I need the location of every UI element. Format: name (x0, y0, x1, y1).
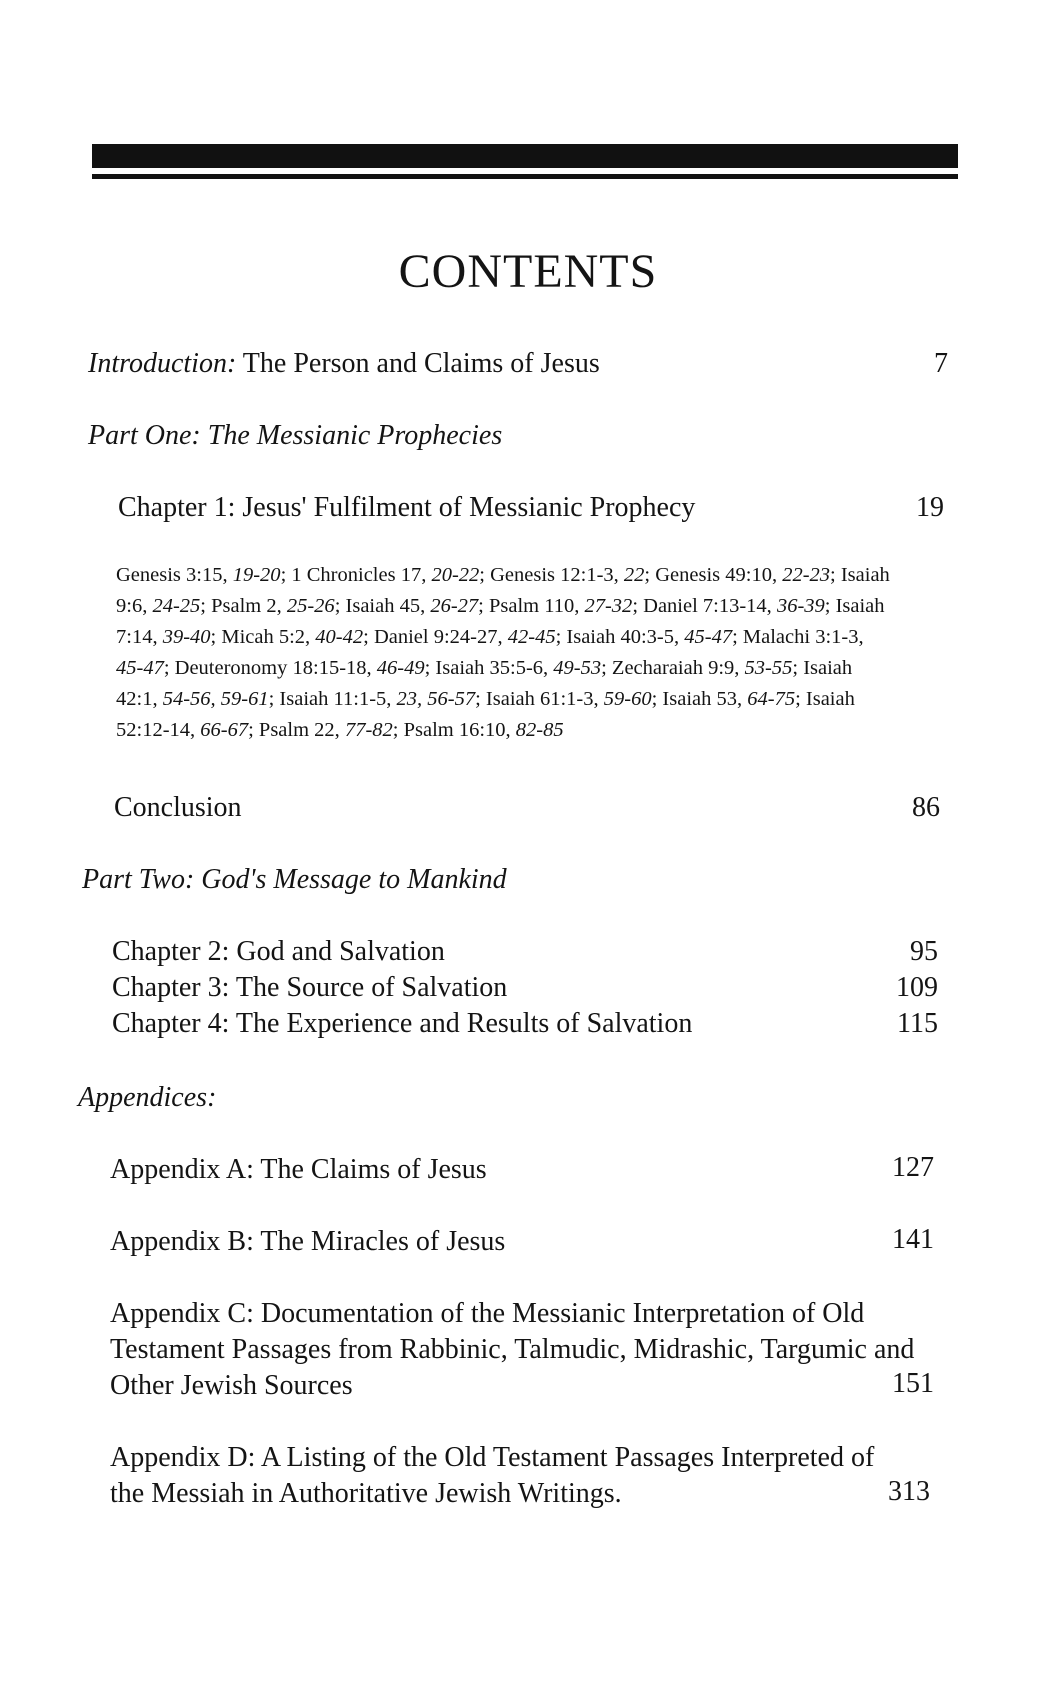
scripture-reference (116, 564, 281, 586)
toc-entry-chapter-4[interactable]: Chapter 4: The Experience and Results of Salvation (112, 1008, 693, 1039)
reference-pages: 54-56, 59-61 (162, 688, 269, 710)
reference-passage: ; Genesis 12:1-3, (479, 564, 624, 586)
part-two-label: Part Two: (82, 864, 195, 895)
reference-pages: 22-23 (782, 564, 831, 586)
reference-passage: ; Isaiah 42:1, (116, 657, 853, 710)
toc-entry-chapter-2[interactable]: Chapter 2: God and Salvation (112, 936, 445, 967)
reference-passage: ; Isaiah 11:1-5, (268, 688, 397, 710)
scripture-reference (475, 688, 652, 710)
reference-passage: ; Deuteronomy 18:15-18, (163, 657, 377, 679)
appendix-c-line-1: Appendix C: Documentation of the Messianic Interpretation of Old (110, 1298, 865, 1329)
reference-passage: ; Micah 5:2, (210, 626, 316, 648)
header-rule-thin (92, 174, 958, 179)
scripture-reference (335, 595, 478, 617)
appendix-c-line-3: Other Jewish Sources (110, 1370, 353, 1401)
reference-pages: 36-39 (776, 595, 825, 617)
reference-pages: 40-42 (315, 626, 364, 648)
reference-pages: 53-55 (744, 657, 793, 679)
reference-passage: ; Isaiah 61:1-3, (475, 688, 604, 710)
reference-passage: ; 1 Chronicles 17, (280, 564, 432, 586)
reference-pages: 46-49 (376, 657, 425, 679)
scripture-reference (200, 595, 334, 617)
reference-pages: 77-82 (344, 719, 393, 741)
reference-pages: 66-67 (200, 719, 249, 741)
scripture-reference (632, 595, 824, 617)
scripture-reference (211, 626, 364, 648)
reference-passage: ; Malachi 3:1-3, (732, 626, 864, 648)
scripture-reference (601, 657, 792, 679)
scripture-reference (281, 564, 480, 586)
scripture-reference (652, 688, 795, 710)
reference-pages: 64-75 (747, 688, 796, 710)
reference-pages: 59-60 (603, 688, 652, 710)
appendix-d-line-1: Appendix D: A Listing of the Old Testament Passages Interpreted of (110, 1442, 875, 1473)
reference-pages: 82-85 (515, 719, 564, 741)
scripture-reference (393, 719, 564, 741)
scripture-reference (363, 626, 555, 648)
appendix-d-line-2: the Messiah in Authoritative Jewish Writings. (110, 1478, 622, 1509)
reference-pages: 24-25 (152, 595, 201, 617)
reference-passage: ; Daniel 9:24-27, (363, 626, 508, 648)
scripture-reference (248, 719, 393, 741)
toc-entry-chapter-3[interactable]: Chapter 3: The Source of Salvation (112, 972, 508, 1003)
reference-pages: 20-22 (431, 564, 480, 586)
reference-passage: ; Genesis 49:10, (644, 564, 783, 586)
scripture-reference (479, 564, 644, 586)
appendix-a-page: 127 (892, 1152, 934, 1183)
chapter-4-page: 115 (897, 1008, 938, 1039)
appendix-c-page: 151 (892, 1368, 934, 1399)
scripture-reference (425, 657, 602, 679)
toc-entry-introduction[interactable] (88, 346, 600, 382)
reference-pages: 45-47 (684, 626, 733, 648)
reference-pages: 25-26 (286, 595, 335, 617)
page-title: CONTENTS (398, 245, 658, 298)
chapter-1-page: 19 (916, 492, 944, 523)
introduction-title: The Person and Claims of Jesus (242, 348, 600, 379)
reference-pages: 26-27 (430, 595, 479, 617)
reference-passage: ; Isaiah 35:5-6, (424, 657, 554, 679)
reference-passage: ; Isaiah 53, (651, 688, 748, 710)
reference-passage: Genesis 3:15, (116, 564, 233, 586)
appendices-heading: Appendices: (78, 1082, 217, 1113)
part-one-title: The Messianic Prophecies (207, 420, 503, 451)
reference-pages: 42-45 (507, 626, 556, 648)
reference-passage: ; Psalm 110, (478, 595, 585, 617)
scripture-reference (556, 626, 733, 648)
part-one-heading (88, 418, 502, 454)
part-two-title: God's Message to Mankind (201, 864, 507, 895)
reference-passage: ; Isaiah 52:12-14, (116, 688, 855, 741)
appendix-b-page: 141 (892, 1224, 934, 1255)
chapter-2-page: 95 (910, 936, 938, 967)
reference-passage: ; Psalm 22, (248, 719, 345, 741)
header-rule-thick (92, 144, 958, 168)
appendix-d-page: 313 (888, 1476, 930, 1507)
toc-entry-appendix-b[interactable]: Appendix B: The Miracles of Jesus (110, 1226, 506, 1257)
reference-pages: 27-32 (584, 595, 633, 617)
reference-passage: ; Daniel 7:13-14, (632, 595, 777, 617)
reference-passage: ; Isaiah 7:14, (116, 595, 885, 648)
conclusion-page: 86 (912, 792, 940, 823)
scripture-reference (269, 688, 475, 710)
toc-entry-chapter-1[interactable]: Chapter 1: Jesus' Fulfilment of Messianic Prophecy (118, 492, 696, 523)
reference-passage: ; Psalm 16:10, (392, 719, 516, 741)
appendix-c-line-2: Testament Passages from Rabbinic, Talmudic, Midrashic, Targumic and (110, 1334, 915, 1365)
scripture-reference-list (116, 560, 896, 746)
reference-passage: ; Isaiah 40:3-5, (555, 626, 685, 648)
introduction-page: 7 (934, 348, 948, 379)
toc-entry-appendix-a[interactable]: Appendix A: The Claims of Jesus (110, 1154, 487, 1185)
reference-passage: ; Zecharaiah 9:9, (601, 657, 745, 679)
reference-pages: 19-20 (232, 564, 281, 586)
toc-entry-conclusion[interactable]: Conclusion (114, 792, 242, 823)
scripture-reference (644, 564, 830, 586)
chapter-3-page: 109 (896, 972, 938, 1003)
reference-pages: 22 (623, 564, 645, 586)
part-one-label: Part One: (88, 420, 201, 451)
scripture-reference (478, 595, 632, 617)
scripture-reference (164, 657, 425, 679)
reference-passage: ; Psalm 2, (200, 595, 287, 617)
reference-pages: 49-53 (553, 657, 602, 679)
reference-pages: 39-40 (162, 626, 211, 648)
reference-passage: ; Isaiah 9:6, (116, 564, 890, 617)
part-two-heading (82, 862, 507, 898)
reference-pages: 23, 56-57 (396, 688, 476, 710)
reference-pages: 45-47 (116, 657, 164, 679)
reference-passage: ; Isaiah 45, (334, 595, 431, 617)
introduction-label: Introduction: (88, 348, 237, 379)
